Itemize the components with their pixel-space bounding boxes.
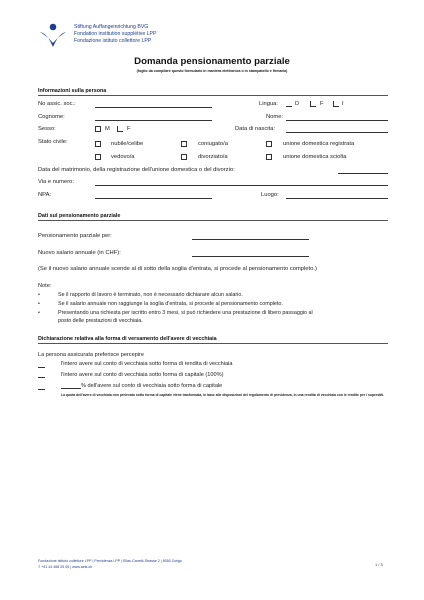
label-luogo: Luogo:: [261, 192, 279, 198]
form-subtitle: (foglio da compilare questo formulario in maniera elettronica o in stampatello e firmarlo): [136, 69, 288, 73]
field-cognome[interactable]: [95, 120, 212, 121]
checkbox-rendita[interactable]: [38, 367, 45, 368]
checkbox-unione-sciolta[interactable]: [266, 154, 272, 160]
label-unione-registrata: unione domestica registrata: [283, 141, 355, 147]
checkbox-sesso-m[interactable]: [95, 126, 101, 132]
label-data-nascita: Data di nascita:: [235, 126, 275, 132]
notes-heading: Note:: [38, 283, 52, 289]
label-stato-civile: Stato civile:: [38, 139, 68, 145]
org-name-fr: Fondation institution supplétive LPP: [74, 31, 157, 37]
field-nome[interactable]: [286, 120, 388, 121]
checkbox-lang-i[interactable]: [333, 101, 339, 107]
field-no-assic[interactable]: [95, 107, 212, 108]
form-title: Domanda pensionamento parziale: [134, 56, 290, 67]
label-coniugato: coniugato/a: [198, 141, 228, 147]
note-bullet-1: Se il rapporto di lavoro è terminato, non è necessario dichiarare alcun salario.: [58, 292, 243, 298]
label-data-matrimonio: Data del matrimonio, della registrazione dell'unione domestica o del divorzio:: [38, 167, 235, 173]
field-percentuale-capitale[interactable]: [61, 388, 81, 389]
label-lang-d: D: [295, 101, 300, 107]
field-pens-parziale[interactable]: [192, 239, 309, 240]
label-divorziato: divorziato/a: [198, 154, 228, 160]
label-lang-f: F: [320, 101, 324, 107]
field-luogo[interactable]: [286, 198, 388, 199]
checkbox-sesso-f[interactable]: [117, 126, 123, 132]
bullet-dot: •: [38, 301, 40, 307]
label-sesso-f: F: [127, 126, 131, 132]
field-via[interactable]: [95, 185, 388, 186]
label-lang-i: I: [342, 101, 344, 107]
option-rendita: l'intero avere sul conto di vecchiaia sotto forma di rendita di vecchiaia: [61, 361, 233, 367]
label-via: Via e numero:: [38, 179, 74, 185]
checkbox-capitale-parziale[interactable]: [38, 389, 45, 390]
label-sesso-m: M: [105, 126, 110, 132]
label-no-assic: No assic. soc.:: [38, 101, 76, 107]
section-declaration-heading: Dichiarazione relativa alla forma di versamento dell'avere di vecchiaia: [38, 336, 388, 344]
label-vedovo: vedovo/a: [111, 154, 135, 160]
label-sesso: Sesso:: [38, 126, 56, 132]
foundation-logo: [38, 23, 68, 49]
footer-address: Fondazione istituto collettore LPP | Previdenza LPP | Elias-Canetti-Strasse 2 | 8050 Zurigo: [38, 559, 182, 563]
checkbox-lang-d[interactable]: [286, 101, 292, 107]
checkbox-divorziato[interactable]: [181, 154, 187, 160]
field-data-matrimonio[interactable]: [338, 173, 388, 174]
label-lingua: Lingua:: [259, 101, 279, 107]
org-name-it: Fondazione istituto collettore LPP: [74, 38, 152, 44]
page-number: 1 / 3: [375, 562, 383, 567]
note-salary: (Se il nuovo salario annuale scende al di sotto della soglia d'entrata, si procede al pensionamento completo.): [38, 266, 317, 272]
checkbox-capitale-100[interactable]: [38, 377, 45, 378]
checkbox-vedovo[interactable]: [95, 154, 101, 160]
checkbox-coniugato[interactable]: [181, 141, 187, 147]
field-nuovo-salario[interactable]: [192, 256, 309, 257]
note-bullet-3: Presentando una richiesta per iscritto entro 3 mesi, si può richiedere una prestazione di libero passaggio al: [58, 310, 313, 316]
declaration-fineprint: La quota dell'avere di vecchiaia non prelevato sotto forma di capitale viene trasformata, in base alle disposizioni del regolamento di previdenza, in una rendita di vecchiaia con le rendite per i superstiti.: [61, 393, 385, 397]
label-nubile: nubile/celibe: [111, 141, 144, 147]
note-bullet-2: Se il salario annuale non raggiunge la soglia d'entrata, si procede al pensionamento completo.: [58, 301, 283, 307]
org-name-de: Stiftung Auffangeinrichtung BVG: [74, 24, 149, 30]
label-nuovo-salario: Nuovo salario annuale (in CHF):: [38, 250, 121, 256]
label-npa: NPA:: [38, 192, 52, 198]
option-capitale-100: l'intero avere sul conto di vecchiaia sotto forma di capitale (100%): [61, 372, 224, 378]
field-data-nascita[interactable]: [286, 132, 388, 133]
label-unione-sciolta: unione domestica sciolta: [283, 154, 347, 160]
section-pension-heading: Dati sul pensionamento parziale: [38, 213, 388, 221]
bullet-dot: •: [38, 292, 40, 298]
note-bullet-3-cont: posto delle prestazioni di vecchiaia.: [58, 318, 143, 324]
label-nome: Nome:: [266, 114, 284, 120]
label-cognome: Cognome:: [38, 114, 65, 120]
footer-contact: T +41 44 468 25 05 | www.aeis.ch: [38, 565, 93, 569]
declaration-intro: La persona assicurata preferisce percepire: [38, 352, 145, 358]
bullet-dot: •: [38, 310, 40, 316]
checkbox-lang-f[interactable]: [310, 101, 316, 107]
label-pens-parziale: Pensionamento parziale per:: [38, 233, 112, 239]
checkbox-nubile[interactable]: [95, 141, 101, 147]
option-capitale-parziale: % dell'avere sul conto di vecchiaia sotto forma di capitale: [81, 383, 223, 389]
section-personal-heading: Informazioni sulla persona: [38, 88, 388, 96]
field-npa[interactable]: [95, 198, 212, 199]
checkbox-unione-registrata[interactable]: [266, 141, 272, 147]
